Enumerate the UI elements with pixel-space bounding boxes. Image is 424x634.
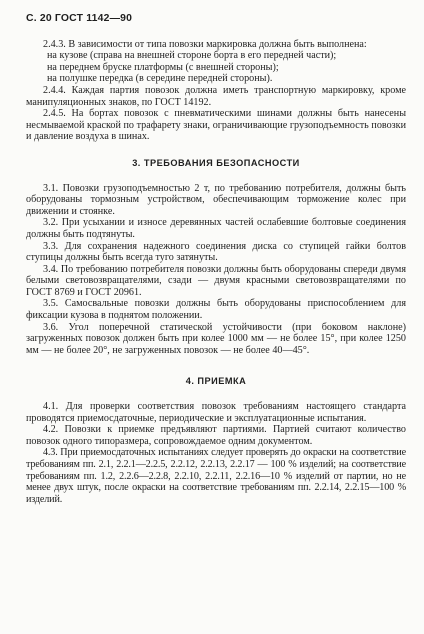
paragraph-3-3: 3.3. Для сохранения надежного соединения диска со ступицей гайки болтов ступицы должны быть всегда туго затянуты. (26, 240, 406, 264)
section-2-continuation (26, 39, 406, 143)
paragraph-3-1: 3.1. Повозки грузоподъемностью 2 т, по требованию потребителя, должны быть оборудованы тормозным устройством, обеспечивающим торможение колес при движении и стоянке. (26, 182, 406, 217)
paragraph-4-3: 4.3. При приемосдаточных испытаниях следует проверять до окраски на соответствие требованиям пп. 2.1, 2.2.1—2.2.5, 2.2.12, 2.2.13, 2.2.17 — 100 % изделий; на соответствие требованиям пп. 1.2, 2.2.6—2.2.8, 2.2.10, 2.2.11, 2.2.16—10 % изделий от партии, но не менее двух штук, после окраски на соответствие требованиям пп. 2.2.14, 2.2.15—100 % изделий. (26, 447, 406, 505)
marking-location-platform: на переднем бруске платформы (с внешней стороны); (47, 61, 279, 73)
paragraph-2-4-3: 2.4.3. В зависимости от типа повозки маркировка должна быть выполнена: (43, 38, 367, 50)
marking-location-axle-bolster: на полушке передка (в середине передней стороны). (47, 73, 273, 85)
marking-location-body: на кузове (справа на внешней стороне борта в его передней части); (47, 50, 337, 62)
paragraph-3-2: 3.2. При усыхании и износе деревянных частей ослабевшие болтовые соединения должны быть подтянуты. (26, 217, 406, 240)
paragraph-3-4: 3.4. По требованию потребителя повозки должны быть оборудованы спереди двумя белыми световозвращателями, сзади — двумя красными световозвращателями по ГОСТ 8769 и ГОСТ 20961. (26, 263, 406, 298)
paragraph-2-4-5: 2.4.5. На бортах повозок с пневматическими шинами должны быть нанесены несмываемой краской по трафарету знаки, ограничивающие грузоподъемность повозки и давление воздуха в шинах. (26, 108, 406, 143)
paragraph-3-6: 3.6. Угол поперечной статической устойчивости (при боковом наклоне) загруженных повозок должен быть при колее 1000 мм — не более 15°, при колее 1250 мм — не более 20°, не загруженных повозок — не более 40—45°. (26, 321, 406, 356)
paragraph-4-1: 4.1. Для проверки соответствия повозок требованиям настоящего стандарта проводятся приемосдаточные, периодические и эксплуатационные испытания. (26, 401, 406, 424)
section-4-heading: 4. ПРИЕМКА (185, 376, 247, 387)
section-3-heading: 3. ТРЕБОВАНИЯ БЕЗОПАСНОСТИ (132, 157, 300, 168)
running-head: С. 20 ГОСТ 1142—90 (26, 13, 133, 24)
section-3-body (26, 183, 406, 357)
paragraph-2-4-4: 2.4.4. Каждая партия повозок должна иметь транспортную маркировку, кроме манипуляционных знаков, по ГОСТ 14192. (26, 84, 406, 108)
paragraph-4-2: 4.2. Повозки к приемке предъявляют партиями. Партией считают количество повозок одного типоразмера, сопровождаемое одним документом. (26, 424, 406, 447)
section-4-body (26, 401, 406, 505)
paragraph-3-5: 3.5. Самосвальные повозки должны быть оборудованы приспособлением для фиксации кузова в поднятом положении. (26, 298, 406, 322)
